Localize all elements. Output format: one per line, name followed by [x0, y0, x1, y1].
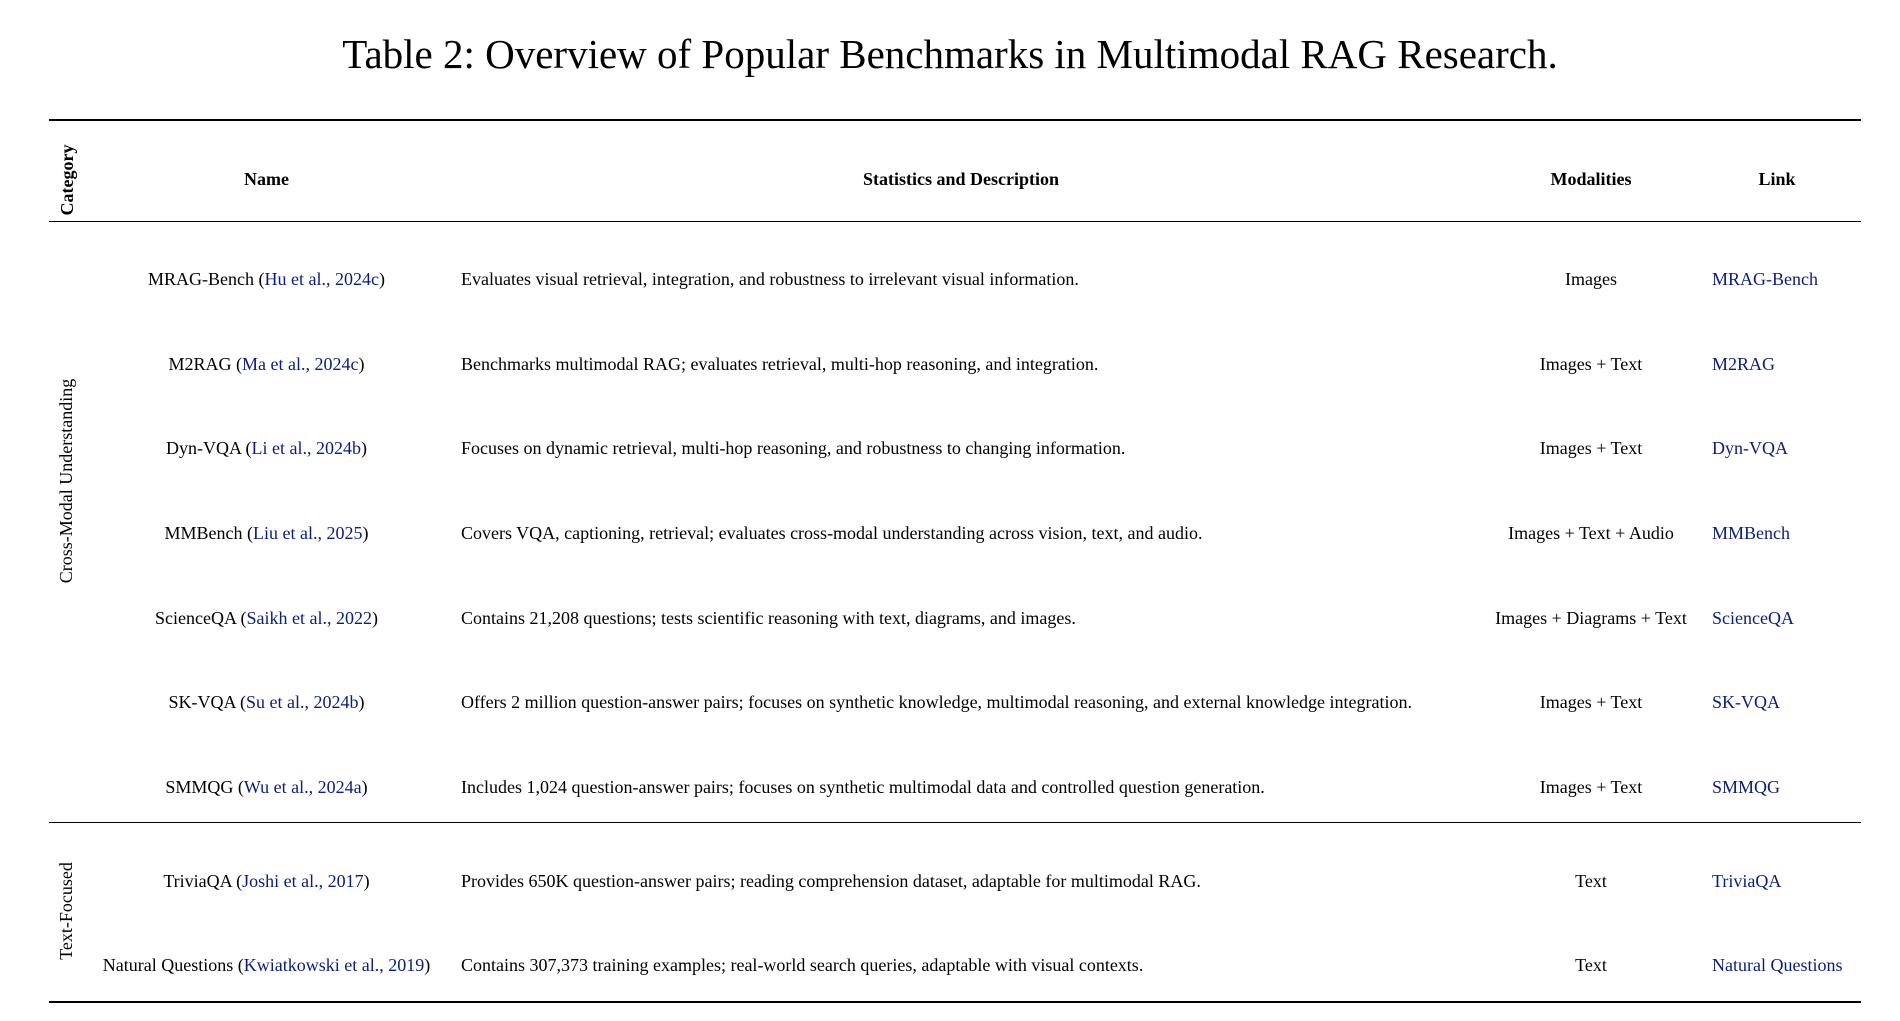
- benchmark-link[interactable]: TriviaQA: [1712, 871, 1782, 891]
- benchmark-modalities: Images + Text: [1539, 438, 1643, 458]
- name-text: TriviaQA: [163, 871, 232, 891]
- benchmark-name: [84, 347, 449, 381]
- benchmark-name: [84, 948, 449, 982]
- benchmark-modalities: Images: [1565, 269, 1617, 289]
- citation-link[interactable]: Wu et al., 2024a: [243, 777, 362, 797]
- benchmark-link[interactable]: SK-VQA: [1712, 692, 1781, 712]
- benchmark-description: Contains 307,373 training examples; real-world search queries, adaptable with visual contexts.: [461, 955, 1144, 975]
- benchmark-modalities: Images + Text: [1539, 692, 1643, 712]
- section-rule: [49, 822, 1861, 823]
- paren-open: (: [236, 608, 247, 628]
- benchmark-name: [84, 516, 449, 550]
- paren-close: ): [358, 692, 365, 712]
- benchmark-link[interactable]: SMMQG: [1712, 777, 1781, 797]
- citation-link[interactable]: Li et al., 2024b: [251, 438, 361, 458]
- paren-close: ): [362, 523, 369, 543]
- benchmark-modalities: Images + Text: [1539, 777, 1643, 797]
- category-cross-modal: Cross-Modal Understanding: [56, 378, 76, 584]
- paren-open: (: [233, 777, 244, 797]
- category-text-focused: Text-Focused: [56, 862, 76, 960]
- benchmark-name: [84, 601, 449, 635]
- benchmark-link[interactable]: Natural Questions: [1712, 955, 1843, 975]
- paren-open: (: [242, 523, 253, 543]
- benchmark-description: Offers 2 million question-answer pairs; focuses on synthetic knowledge, multimodal reasoning, and external knowledge integration.: [461, 692, 1412, 712]
- name-text: SMMQG: [165, 777, 234, 797]
- paren-open: (: [241, 438, 252, 458]
- paren-close: ): [358, 354, 365, 374]
- bottom-rule: [49, 1001, 1861, 1003]
- benchmark-description: Focuses on dynamic retrieval, multi-hop reasoning, and robustness to changing information.: [461, 438, 1126, 458]
- name-text: SK-VQA: [168, 692, 236, 712]
- table-title: Table 2: Overview of Popular Benchmarks in Multimodal RAG Research.: [342, 31, 1558, 77]
- benchmark-modalities: Images + Diagrams + Text: [1495, 608, 1687, 628]
- benchmark-modalities: Text: [1575, 955, 1607, 975]
- paren-open: (: [231, 354, 243, 374]
- header-description: Statistics and Description: [862, 169, 1059, 189]
- paren-close: ): [360, 438, 367, 458]
- benchmark-name: [84, 770, 449, 804]
- name-text: Natural Questions: [102, 955, 234, 975]
- benchmark-description: Includes 1,024 question-answer pairs; focuses on synthetic multimodal data and controlled question generation.: [461, 777, 1265, 797]
- benchmark-description: Provides 650K question-answer pairs; reading comprehension dataset, adaptable for multimodal RAG.: [461, 871, 1201, 891]
- benchmark-name: [84, 431, 449, 465]
- benchmark-description: Benchmarks multimodal RAG; evaluates retrieval, multi-hop reasoning, and integration.: [461, 354, 1099, 374]
- benchmark-modalities: Text: [1575, 871, 1607, 891]
- header-rule: [49, 221, 1861, 222]
- benchmark-link[interactable]: ScienceQA: [1712, 608, 1794, 628]
- paren-open: (: [235, 692, 246, 712]
- header-name: Name: [244, 169, 289, 189]
- name-text: MRAG-Bench: [148, 269, 255, 289]
- citation-link[interactable]: Hu et al., 2024c: [264, 269, 379, 289]
- header-category: Category: [57, 144, 77, 216]
- name-text: Dyn-VQA: [166, 438, 241, 458]
- top-rule: [49, 119, 1861, 121]
- paren-open: (: [254, 269, 265, 289]
- name-text: MMBench: [164, 523, 243, 543]
- benchmark-link[interactable]: MMBench: [1712, 523, 1790, 543]
- benchmark-link[interactable]: MRAG-Bench: [1712, 269, 1818, 289]
- citation-link[interactable]: Saikh et al., 2022: [246, 608, 372, 628]
- paren-close: ): [363, 871, 370, 891]
- paren-close: ): [424, 955, 431, 975]
- paren-open: (: [233, 955, 244, 975]
- benchmark-modalities: Images + Text + Audio: [1508, 523, 1674, 543]
- benchmark-description: Covers VQA, captioning, retrieval; evaluates cross-modal understanding across vision, text, and audio.: [461, 523, 1203, 543]
- citation-link[interactable]: Ma et al., 2024c: [242, 354, 359, 374]
- citation-link[interactable]: Su et al., 2024b: [246, 692, 359, 712]
- benchmark-description: Contains 21,208 questions; tests scientific reasoning with text, diagrams, and images.: [461, 608, 1076, 628]
- benchmark-name: [84, 262, 449, 296]
- citation-link[interactable]: Liu et al., 2025: [253, 523, 363, 543]
- name-text: ScienceQA: [155, 608, 236, 628]
- citation-link[interactable]: Kwiatkowski et al., 2019: [243, 955, 425, 975]
- name-text: M2RAG: [168, 354, 232, 374]
- benchmark-link[interactable]: M2RAG: [1712, 354, 1776, 374]
- paren-open: (: [231, 871, 243, 891]
- paren-close: ): [371, 608, 378, 628]
- citation-link[interactable]: Joshi et al., 2017: [242, 871, 364, 891]
- benchmark-name: [84, 685, 449, 719]
- benchmark-name: [84, 864, 449, 898]
- paren-close: ): [378, 269, 385, 289]
- paren-close: ): [361, 777, 368, 797]
- benchmark-description: Evaluates visual retrieval, integration, and robustness to irrelevant visual information.: [461, 269, 1079, 289]
- header-modalities: Modalities: [1550, 169, 1632, 189]
- header-link: Link: [1758, 169, 1796, 189]
- benchmark-link[interactable]: Dyn-VQA: [1712, 438, 1788, 458]
- benchmark-modalities: Images + Text: [1539, 354, 1643, 374]
